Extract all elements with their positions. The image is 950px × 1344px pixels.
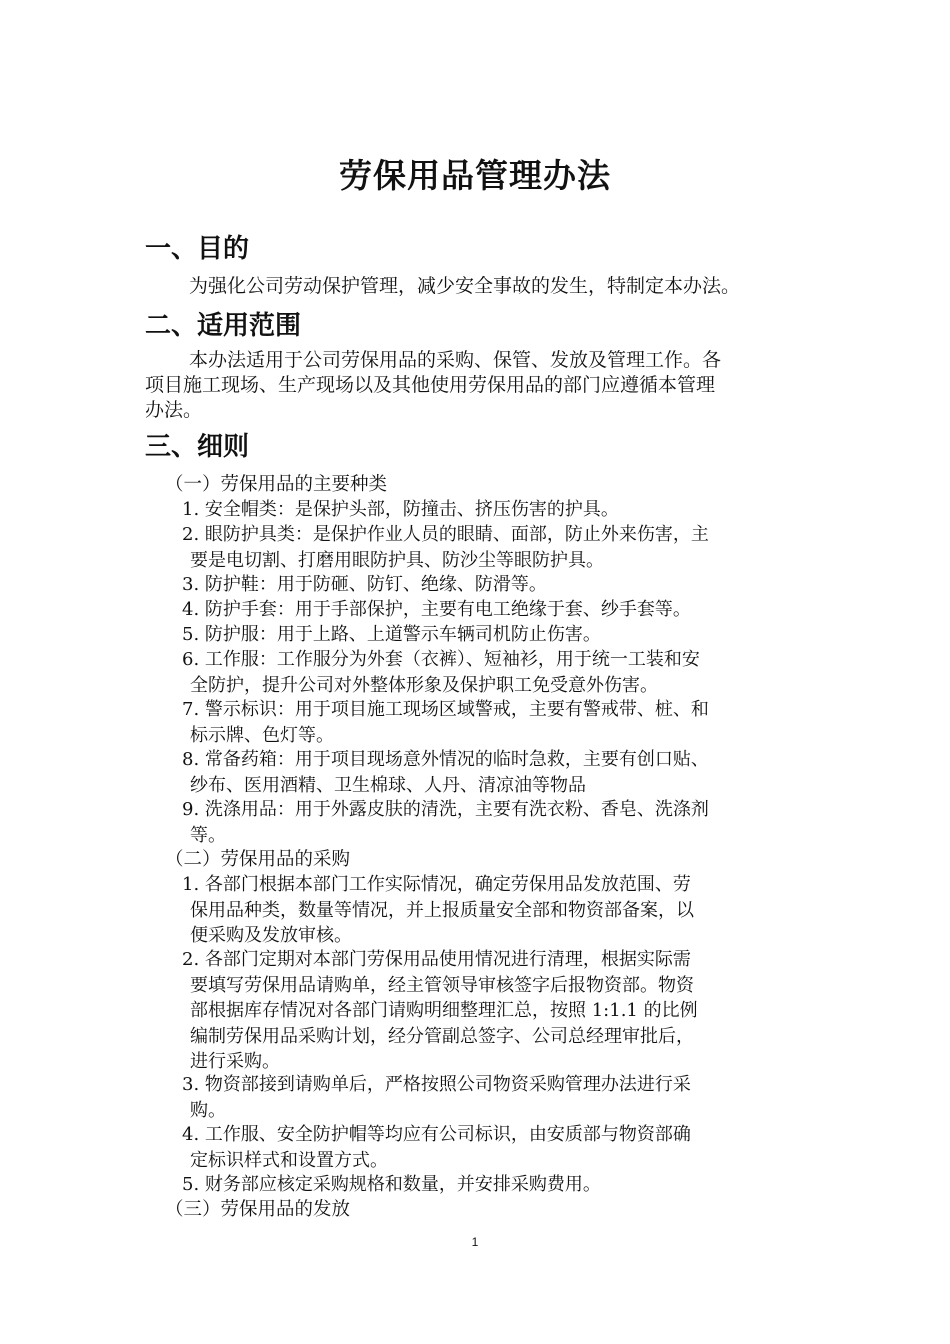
list-item-line: 5. 财务部应核定采购规格和数量，并安排采购费用。 xyxy=(182,1174,601,1195)
scope-line: 本办法适用于公司劳保用品的采购、保管、发放及管理工作。各 xyxy=(189,349,722,371)
list-item-line: 要填写劳保用品请购单，经主管领导审核签字后报物资部。物资 xyxy=(190,974,694,996)
document-title: 劳保用品管理办法 xyxy=(339,156,611,195)
section-heading-details: 三、细则 xyxy=(145,432,250,462)
scope-line: 项目施工现场、生产现场以及其他使用劳保用品的部门应遵循本管理 xyxy=(145,374,716,396)
list-item xyxy=(182,597,842,623)
list-item-line: 8. 常备药箱：用于项目现场意外情况的临时急救，主要有创口贴、 xyxy=(182,749,709,770)
list-item-line: 部根据库存情况对各部门请购明细整理汇总，按照 1:1.1 的比例 xyxy=(190,1000,698,1021)
page-number: 1 xyxy=(471,1235,479,1249)
list-item xyxy=(182,1072,842,1123)
list-item xyxy=(182,1122,842,1173)
list-item-line: 纱布、医用酒精、卫生棉球、人丹、清凉油等物品 xyxy=(190,774,586,796)
list-item-line: 3. 防护鞋：用于防砸、防钉、绝缘、防滑等。 xyxy=(182,574,547,595)
list-item-line: 便采购及发放审核。 xyxy=(190,925,352,946)
list-item-line: 标示牌、色灯等。 xyxy=(190,724,334,746)
list-item-line: 1. 安全帽类：是保护头部，防撞击、挤压伤害的护具。 xyxy=(182,499,619,520)
subsection-heading-types: （一）劳保用品的主要种类 xyxy=(165,474,388,495)
section-heading-scope: 二、适用范围 xyxy=(145,311,302,341)
list-item-line: 7. 警示标识：用于项目施工现场区域警戒，主要有警戒带、桩、和 xyxy=(182,699,709,720)
list-item-line: 5. 防护服：用于上路、上道警示车辆司机防止伤害。 xyxy=(182,624,601,645)
list-item-line: 等。 xyxy=(190,824,226,846)
list-item xyxy=(182,622,842,648)
list-item xyxy=(182,797,842,848)
list-item-line: 2. 眼防护具类：是保护作业人员的眼睛、面部，防止外来伤害，主 xyxy=(182,524,709,545)
list-item-line: 保用品种类，数量等情况，并上报质量安全部和物资部备案，以 xyxy=(190,899,694,921)
list-item-line: 1. 各部门根据本部门工作实际情况，确定劳保用品发放范围、劳 xyxy=(182,874,691,895)
list-item-line: 2. 各部门定期对本部门劳保用品使用情况进行清理，根据实际需 xyxy=(182,949,691,970)
scope-line: 办法。 xyxy=(145,399,203,421)
list-item xyxy=(182,697,842,748)
list-item-line: 编制劳保用品采购计划，经分管副总签字、公司总经理审批后， xyxy=(190,1025,694,1047)
list-item-line: 购。 xyxy=(190,1099,226,1121)
list-item-line: 4. 工作服、安全防护帽等均应有公司标识，由安质部与物资部确 xyxy=(182,1124,691,1145)
list-item xyxy=(182,947,842,1075)
list-item-line: 要是电切割、打磨用眼防护具、防沙尘等眼防护具。 xyxy=(190,549,604,571)
list-item-line: 4. 防护手套：用于手部保护，主要有电工绝缘于套、纱手套等。 xyxy=(182,599,691,620)
subsection-heading-distribution: （三）劳保用品的发放 xyxy=(165,1199,351,1220)
list-item-line: 全防护，提升公司对外整体形象及保护职工免受意外伤害。 xyxy=(190,674,658,696)
list-item xyxy=(182,522,842,573)
list-item xyxy=(182,647,842,698)
list-item-line: 3. 物资部接到请购单后，严格按照公司物资采购管理办法进行采 xyxy=(182,1074,691,1095)
list-item-line: 6. 工作服：工作服分为外套（衣裤）、短袖衫，用于统一工装和安 xyxy=(182,649,700,670)
section-text-purpose: 为强化公司劳动保护管理，减少安全事故的发生，特制定本办法。 xyxy=(189,275,741,297)
list-item-line: 定标识样式和设置方式。 xyxy=(190,1149,388,1171)
list-item xyxy=(182,1172,842,1198)
list-item-line: 进行采购。 xyxy=(190,1051,280,1072)
list-item xyxy=(182,572,842,598)
list-item-line: 9. 洗涤用品：用于外露皮肤的清洗，主要有洗衣粉、香皂、洗涤剂 xyxy=(182,799,709,820)
section-heading-purpose: 一、目的 xyxy=(145,234,250,264)
subsection-heading-purchase: （二）劳保用品的采购 xyxy=(165,849,351,870)
section-text-scope xyxy=(145,348,815,423)
list-item xyxy=(182,872,842,949)
list-item xyxy=(182,747,842,798)
list-item xyxy=(182,497,842,523)
